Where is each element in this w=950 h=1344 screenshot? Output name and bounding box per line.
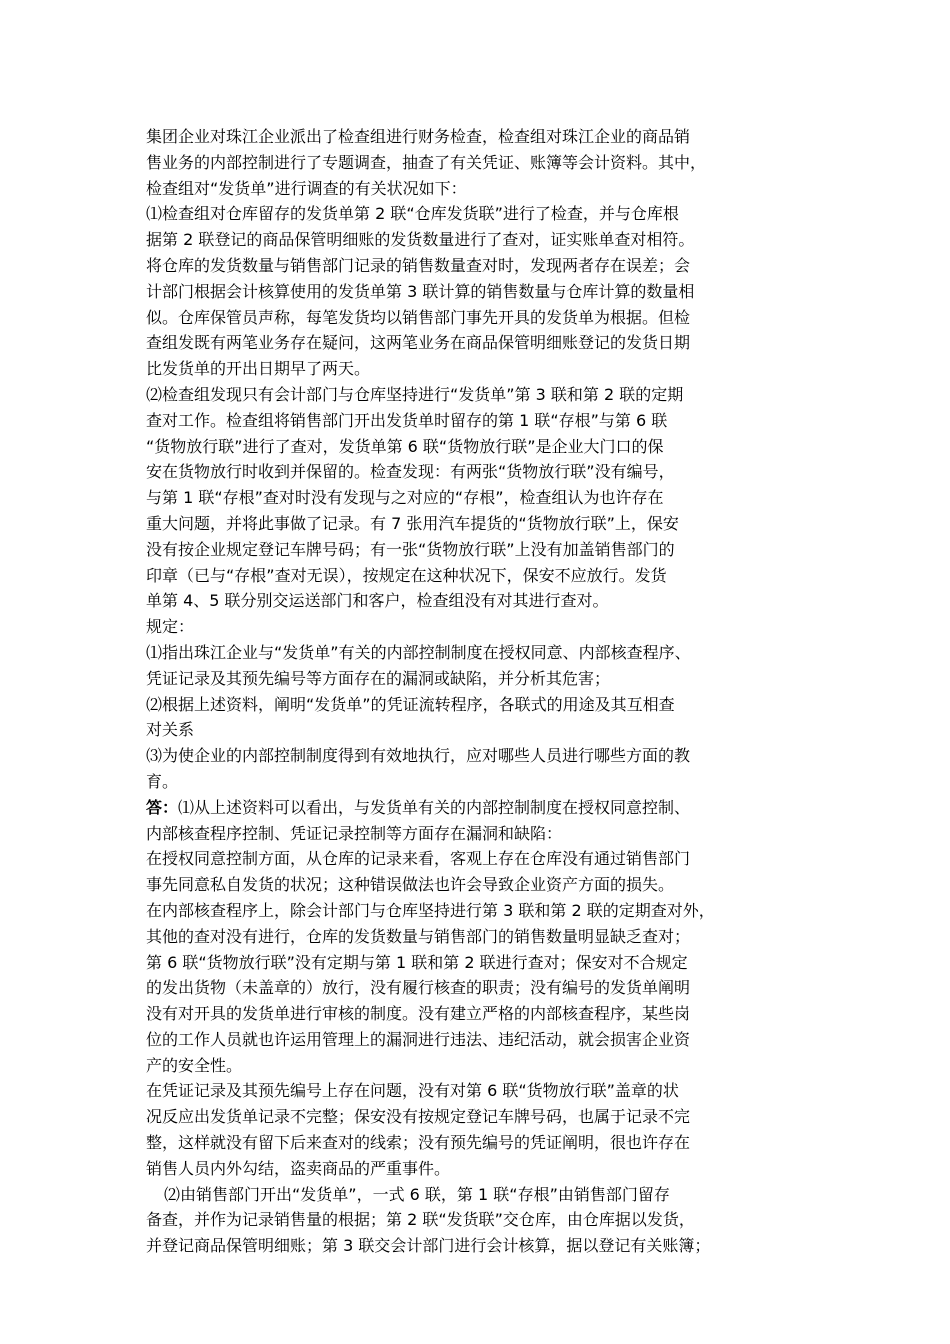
text-line: 似。仓库保管员声称，每笔发货均以销售部门事先开具的发货单为根据。但检 [146, 307, 691, 327]
text-line: ⑶为使企业的内部控制制度得到有效地执行，应对哪些人员进行哪些方面的教 [146, 746, 691, 766]
text-line: 将仓库的发货数量与销售部门记录的销售数量查对时，发现两者存在误差；会 [146, 255, 691, 275]
requirement-3 [146, 743, 810, 795]
text-line: 没有按企业规定登记车牌号码；有一张“货物放行联”上没有加盖销售部门的 [146, 539, 675, 559]
text-line: 在授权同意控制方面，从仓库的记录来看，客观上存在仓库没有通过销售部门 [146, 849, 691, 869]
intro-paragraph [146, 124, 810, 201]
text-line: 规定： [146, 617, 195, 637]
text-line: 与第 1 联“存根”查对时没有发现与之对应的“存根”，检查组认为也许存在 [146, 488, 664, 508]
text-line: ⑵检查组发现只有会计部门与仓库坚持进行“发货单”第 3 联和第 2 联的定期 [146, 384, 684, 404]
answer-flow [146, 1182, 810, 1259]
text-line: 况反应出发货单记录不完整；保安没有按规定登记车牌号码，也属于记录不完 [146, 1107, 691, 1127]
case-item-1 [146, 201, 810, 382]
case-item-2 [146, 382, 810, 614]
answer-intro-text: ⑴从上述资料可以看出，与发货单有关的内部控制制度在授权同意控制、 [178, 797, 691, 817]
answer-label: 答： [146, 797, 179, 817]
text-line [146, 795, 810, 821]
text-line: 单第 4、5 联分别交运送部门和客户，检查组没有对其进行查对。 [146, 591, 609, 611]
text-line: 事先同意私自发货的状况；这种错误做法也许会导致企业资产方面的损失。 [146, 875, 675, 895]
text-line: 安在货物放行时收到并保留的。检查发现：有两张“货物放行联”没有编号， [146, 462, 675, 482]
text-line: 计部门根据会计核算使用的发货单第 3 联计算的销售数量与仓库计算的数量相 [146, 281, 695, 301]
text-line: 查组发既有两笔业务存在疑问，这两笔业务在商品保管明细账登记的发货日期 [146, 333, 691, 353]
text-line: ⑵由销售部门开出“发货单”，一式 6 联，第 1 联“存根”由销售部门留存 [164, 1184, 670, 1204]
text-line: “货物放行联”进行了查对，发货单第 6 联“货物放行联”是企业大门口的保 [146, 436, 664, 456]
text-line: 销售人员内外勾结，盗卖商品的严重事件。 [146, 1158, 451, 1178]
requirements-heading [146, 614, 810, 640]
text-line: 内部核查程序控制、凭证记录控制等方面存在漏洞和缺陷： [146, 823, 563, 843]
text-line: 据第 2 联登记的商品保管明细账的发货数量进行了查对，证实账单查对相符。 [146, 230, 695, 250]
text-line: 在内部核查程序上，除会计部门与仓库坚持进行第 3 联和第 2 联的定期查对外， [146, 900, 715, 920]
answer-internal-check [146, 898, 810, 1079]
text-line: 在凭证记录及其预先编号上存在问题，没有对第 6 联“货物放行联”盖章的状 [146, 1081, 679, 1101]
requirement-2 [146, 692, 810, 744]
text-line: 重大问题，并将此事做了记录。有 7 张用汽车提货的“货物放行联”上，保安 [146, 513, 679, 533]
text-line: 集团企业对珠江企业派出了检查组进行财务检查，检查组对珠江企业的商品销 [146, 127, 691, 146]
text-line: 凭证记录及其预先编号等方面存在的漏洞或缺陷，并分析其危害； [146, 668, 611, 688]
text-line: 育。 [146, 771, 179, 791]
text-line: 对关系 [146, 720, 195, 740]
answer-intro [146, 795, 810, 847]
answer-records [146, 1078, 810, 1181]
document-body [146, 124, 810, 1259]
text-line: 第 6 联“货物放行联”没有定期与第 1 联和第 2 联进行查对；保安对不合规定 [146, 952, 688, 972]
text-line: 备查，并作为记录销售量的根据；第 2 联“发货联”交仓库，由仓库据以发货， [146, 1210, 695, 1230]
text-line: 并登记商品保管明细账；第 3 联交会计部门进行会计核算，据以登记有关账簿； [146, 1236, 711, 1256]
text-line: 没有对开具的发货单进行审核的制度。没有建立严格的内部核查程序，某些岗 [146, 1004, 691, 1024]
text-line: 查对工作。检查组将销售部门开出发货单时留存的第 1 联“存根”与第 6 联 [146, 410, 668, 430]
text-line: 售业务的内部控制进行了专题调查，抽查了有关凭证、账簿等会计资料。其中， [146, 152, 707, 172]
text-line: 的发出货物（未盖章的）放行，没有履行核查的职责；没有编号的发货单阐明 [146, 978, 691, 998]
text-line: 整，这样就没有留下后来查对的线索；没有预先编号的凭证阐明，很也许存在 [146, 1133, 691, 1153]
text-line: 检查组对“发货单”进行调查的有关状况如下： [146, 178, 467, 198]
text-line: 产的安全性。 [146, 1055, 243, 1075]
text-line: ⑴指出珠江企业与“发货单”有关的内部控制制度在授权同意、内部核查程序、 [146, 642, 691, 662]
requirement-1 [146, 640, 810, 692]
text-line: ⑵根据上述资料，阐明“发货单”的凭证流转程序，各联式的用途及其互相查 [146, 694, 675, 714]
text-line: 印章（已与“存根”查对无误），按规定在这种状况下，保安不应放行。发货 [146, 565, 667, 585]
text-line: 比发货单的开出日期早了两天。 [146, 359, 371, 379]
text-line: 其他的查对没有进行，仓库的发货数量与销售部门的销售数量明显缺乏查对； [146, 926, 691, 946]
text-line: ⑴检查组对仓库留存的发货单第 2 联“仓库发货联”进行了检查，并与仓库根 [146, 204, 679, 224]
text-line: 位的工作人员就也许运用管理上的漏洞进行违法、违纪活动，就会损害企业资 [146, 1029, 691, 1049]
answer-authorization [146, 846, 810, 898]
